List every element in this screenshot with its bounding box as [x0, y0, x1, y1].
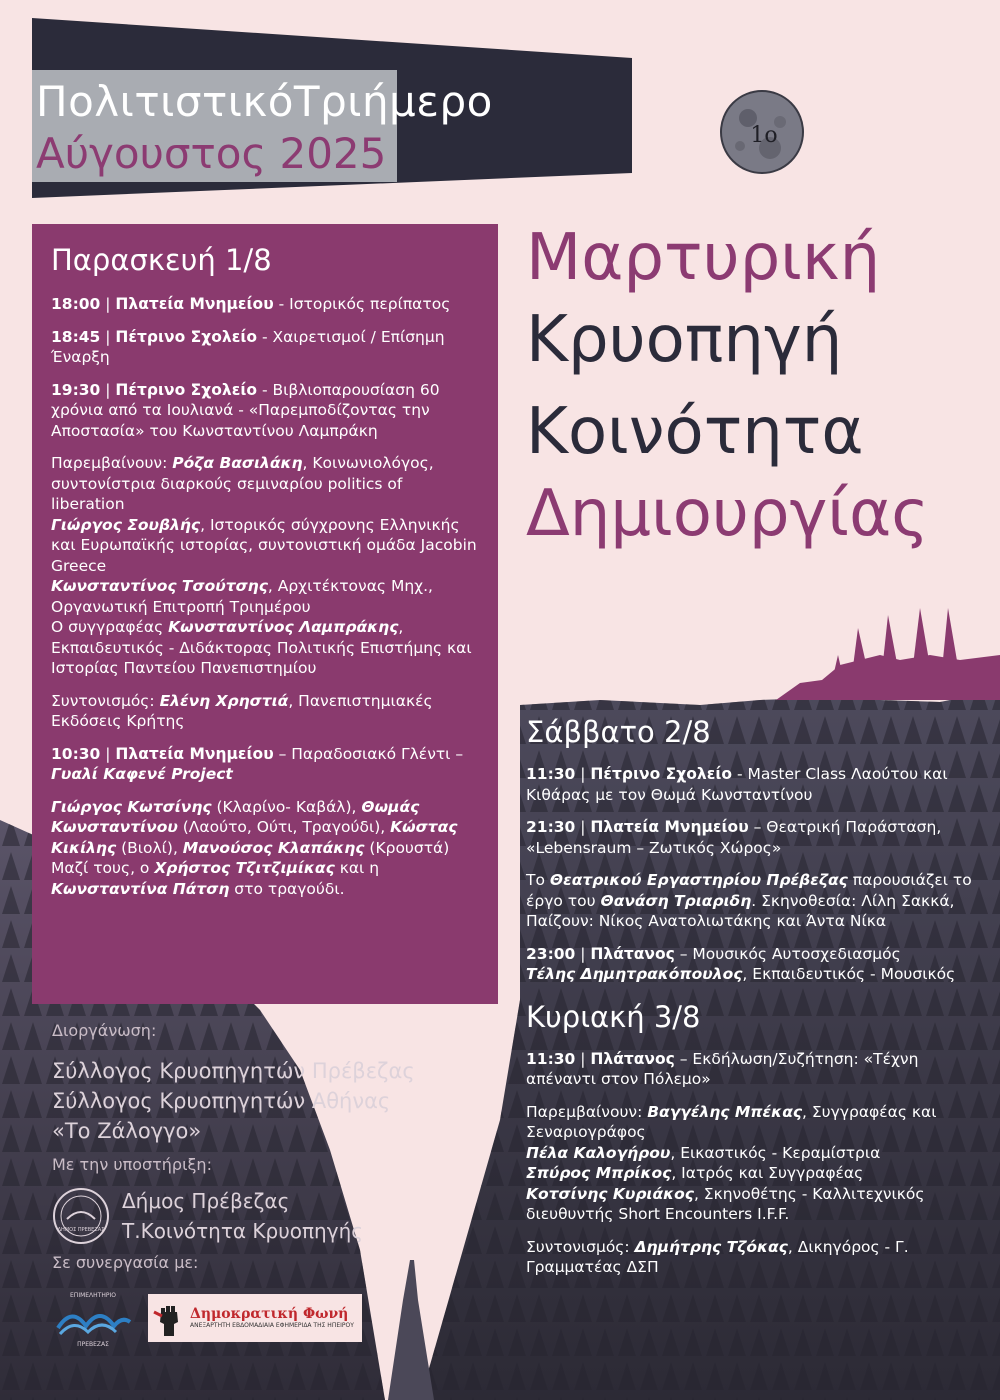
supporter-2: Τ.Κοινότητα Κρυοπηγής	[122, 1219, 363, 1243]
main-title-line-3: Κοινότητα	[526, 395, 864, 469]
main-title-line-1: Μαρτυρική	[526, 221, 881, 295]
support-label: Με την υποστήριξη:	[52, 1155, 212, 1174]
event-title: ΠολιτιστικόΤριήμερο	[36, 77, 493, 126]
raised-fist-icon	[152, 1298, 186, 1338]
support-row	[52, 1186, 512, 1246]
moon-label: 1ο	[750, 123, 778, 148]
sunday-coordinator: Συντονισμός: Δημήτρης Τζόκας, Δικηγόρος - Γ. Γραμματέας ΔΣΠ	[526, 1237, 909, 1276]
friday-program	[32, 224, 498, 1004]
partners-row	[52, 1288, 512, 1348]
organizer-3: «Το Ζάλογγο»	[52, 1119, 202, 1143]
friday-musicians: Γιώργος Κωτσίνης (Κλαρίνο- Καβάλ), Θωμάς Κωνσταντίνου (Λαούτο, Ούτι, Τραγούδι), Κώστας Κικίλης (Βιολί), Μανούσος Κλαπάκης (Κρουστά) Μαζί τους, ο Χρήστος Τζιτζιμίκας και η Κωνσταντίνα Πάτση στο τραγούδι.	[51, 797, 458, 898]
friday-speakers: Παρεμβαίνουν: Ρόζα Βασιλάκη, Κοινωνιολόγος, συντονίστρια διαρκούς σεμιναρίου politics of liberation Γιώργος Σουβλής, Ιστορικός σύγχρονης Ελληνικής και Ευρωπαϊκής ιστορίας, συντονιστική ομάδα Jacobin Greece Κωνσταντίνος Τσούτσης, Αρχιτέκτονας Μηχ., Οργανωτική Επιτροπή Τριημέρου Ο συγγραφέας Κωνσταντίνος Λαμπράκης, Εκπαιδευτικός - Διδάκτορας Πολιτικής Επιστήμης και Ιστορίας Παντείου Πανεπιστημίου	[51, 454, 477, 677]
sunday-speakers: Παρεμβαίνουν: Βαγγέλης Μπέκας, Συγγραφέας και Σεναριογράφος Πέλα Καλογήρου, Εικαστικός - Κεραμίστρια Σπύρος Μπρίκος, Ιατρός και Συγγραφέας Κοτσίνης Κυριάκος, Σκηνοθέτης - Καλλιτεχνικός διευθυντής Short Encounters I.F.F.	[526, 1102, 937, 1223]
newspaper-tagline: ΑΝΕΞΑΡΤΗΤΗ ΕΒΔΟΜΑΔΙΑΙΑ ΕΦΗΜΕΡΙΔΑ ΤΗΣ ΗΠΕΙΡΟΥ	[190, 1322, 354, 1329]
supporter-1: Δήμος Πρέβεζας	[122, 1189, 290, 1213]
sunday-event-1: 11:30 | Πλάτανος – Εκδήλωση/Συζήτηση: «Τέχνη απέναντι στον Πόλεμο»	[526, 1049, 919, 1088]
friday-event-3: 19:30 | Πέτρινο Σχολείο - Βιβλιοπαρουσίαση 60 χρόνια από τα Ιουλιανά - «Παρεμποδίζοντας την Αποστασία» του Κωνσταντίνου Λαμπράκη	[51, 380, 440, 440]
friday-coordinator: Συντονισμός: Ελένη Χρηστιά, Πανεπιστημιακές Εκδόσεις Κρήτης	[51, 691, 433, 730]
partners-label: Σε συνεργασία με:	[52, 1253, 199, 1272]
svg-text:ΕΠΙΜΕΛΗΤΗΡΙΟ: ΕΠΙΜΕΛΗΤΗΡΙΟ	[70, 1292, 116, 1299]
organizers	[52, 1020, 512, 1348]
organizers-label: Διοργάνωση:	[52, 1021, 157, 1040]
organizer-1: Σύλλογος Κρυοπηγητών Πρέβεζας	[52, 1059, 415, 1083]
saturday-event-2: 21:30 | Πλατεία Μνημείου – Θεατρική Παράσταση, «Lebensraum – Ζωτικός Χώρος»	[526, 818, 942, 857]
moon-icon	[718, 88, 806, 176]
event-date: Αύγουστος 2025	[36, 129, 387, 178]
friday-heading: Παρασκευή 1/8	[51, 243, 272, 277]
organizer-2: Σύλλογος Κρυοπηγητών Αθήνας	[52, 1089, 391, 1113]
saturday-event-1: 11:30 | Πέτρινο Σχολείο - Master Class Λαούτου και Κιθάρας με τον Θωμά Κωνσταντίνου	[526, 765, 948, 804]
friday-event-1: 18:00 | Πλατεία Μνημείου - Ιστορικός περίπατος	[51, 295, 451, 313]
main-title-line-2: Κρυοπηγή	[526, 303, 843, 377]
svg-text:ΔΗΜΟΣ ΠΡΕΒΕΖΑΣ: ΔΗΜΟΣ ΠΡΕΒΕΖΑΣ	[57, 1227, 105, 1233]
saturday-heading: Σάββατο 2/8	[526, 715, 711, 749]
svg-text:ΠΡΕΒΕΖΑΣ: ΠΡΕΒΕΖΑΣ	[77, 1341, 109, 1348]
friday-event-2: 18:45 | Πέτρινο Σχολείο - Χαιρετισμοί / Επίσημη Έναρξη	[51, 327, 445, 366]
newspaper-name: Δημοκρατική Φωνή	[190, 1306, 349, 1322]
municipality-seal-icon	[52, 1187, 110, 1245]
main-title-line-4: Δημιουργίας	[526, 477, 929, 551]
sunday-heading: Κυριακή 3/8	[526, 999, 701, 1034]
monument	[776, 608, 1000, 700]
newspaper-logo	[148, 1294, 362, 1342]
weekend-program	[526, 712, 976, 1290]
saturday-event-3: 23:00 | Πλάτανος – Μουσικός Αυτοσχεδιασμός Τέλης Δημητρακόπουλος, Εκπαιδευτικός - Μουσικός	[526, 944, 956, 983]
saturday-theatre-details: Το Θεατρικού Εργαστηρίου Πρέβεζας παρουσιάζει το έργο του Θανάση Τριαριδη. Σκηνοθεσία: Λίλη Σακκά, Παίζουν: Νίκος Ανατολιωτάκης και Άντα Νίκα	[526, 871, 972, 930]
chamber-logo-icon	[52, 1288, 134, 1348]
friday-event-4: 10:30 | Πλατεία Μνημείου – Παραδοσιακό Γλέντι – Γυαλί Καφενέ Project	[51, 744, 464, 783]
